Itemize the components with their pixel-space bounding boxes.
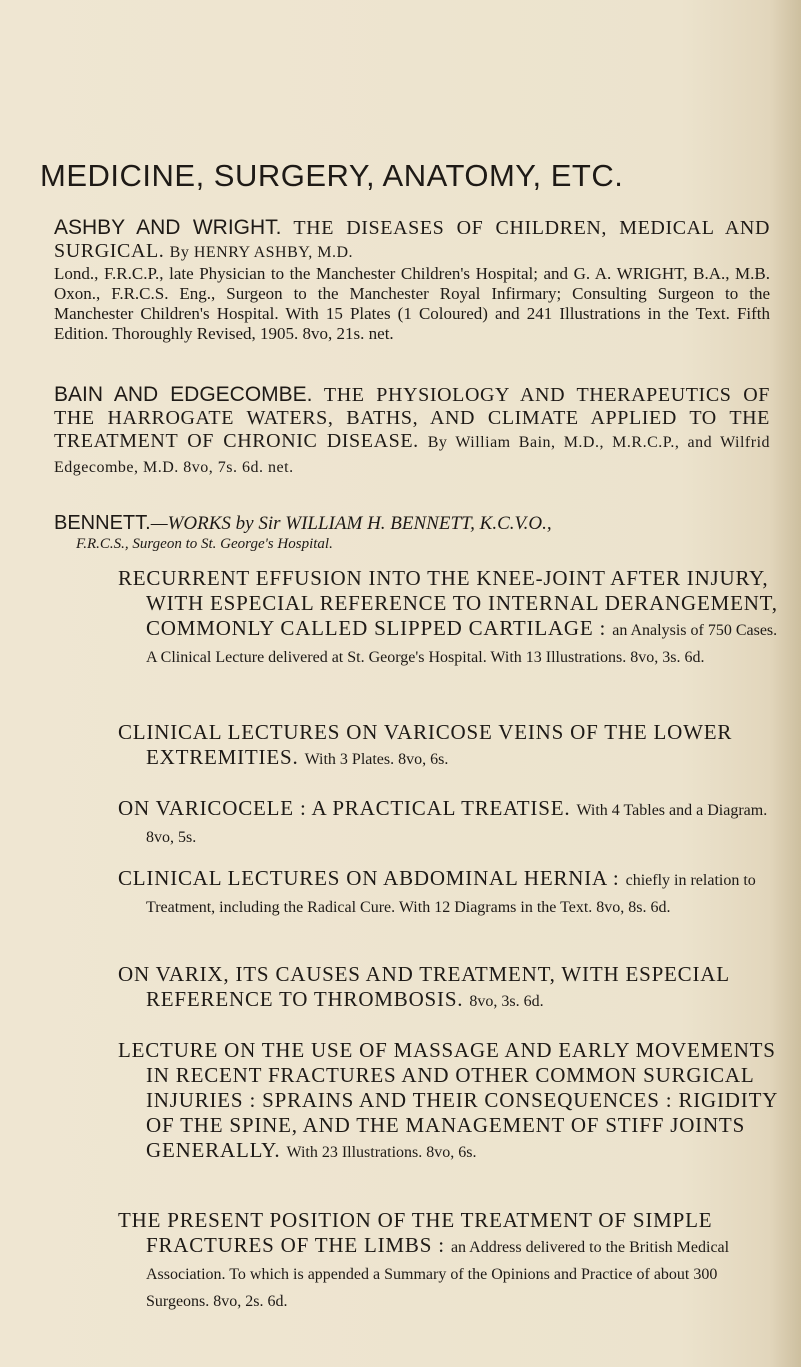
entry-bennett-name: BENNETT. [54, 512, 151, 534]
entry-bain-head [54, 383, 770, 479]
work-title-text: ON VARIX, ITS CAUSES AND TREATMENT, WITH ESPECIAL REFERENCE TO THROMBOSIS. [118, 962, 730, 1011]
bennett-work-5 [118, 962, 780, 1014]
work-title [118, 566, 780, 670]
entry-bennett-subtitle: F.R.C.S., Surgeon to St. George's Hospital. [76, 536, 333, 552]
work-title-text: CLINICAL LECTURES ON ABDOMINAL HERNIA : [118, 866, 620, 890]
entry-bennett-head [54, 512, 770, 535]
work-details: chiefly in relation to Treatment, including the Radical Cure. With 12 Diagrams in the Text. 8vo, 8s. 6d. [146, 872, 756, 916]
entry-ashby-author: By HENRY ASHBY, M.D. [169, 244, 354, 261]
work-details: With 23 Illustrations. 8vo, 6s. [286, 1144, 477, 1161]
work-title [118, 720, 780, 772]
entry-bennett-works-label: —WORKS by Sir WILLIAM H. BENNETT, K.C.V.O., [150, 513, 552, 534]
bennett-work-4 [118, 866, 780, 920]
work-title-text: THE PRESENT POSITION OF THE TREATMENT OF SIMPLE FRACTURES OF THE LIMBS : [118, 1208, 713, 1257]
work-title [118, 962, 780, 1014]
entry-ashby-head [54, 216, 770, 264]
work-title [118, 1208, 780, 1314]
bennett-work-7 [118, 1208, 780, 1314]
work-title-text: RECURRENT EFFUSION INTO THE KNEE-JOINT AFTER INJURY, WITH ESPECIAL REFERENCE TO INTERNAL DERANGEMENT, COMMONLY CALLED SLIPPED CARTILAGE : [118, 566, 778, 640]
work-details: With 3 Plates. 8vo, 6s. [304, 751, 449, 768]
entry-bain-name: BAIN AND EDGECOMBE. [54, 383, 313, 406]
entry-bain-title: THE PHYSIOLOGY AND THERAPEUTICS OF THE HARROGATE WATERS, BATHS, AND CLIMATE APPLIED TO THE TREATMENT OF CHRONIC DISEASE. [54, 384, 770, 452]
work-title [118, 796, 780, 850]
entry-bain [54, 383, 770, 479]
page-heading: MEDICINE, SURGERY, ANATOMY, ETC. [40, 158, 624, 193]
work-title [118, 866, 780, 920]
entry-ashby [54, 216, 770, 344]
entry-ashby-name: ASHBY AND WRIGHT. [54, 216, 282, 239]
work-details: 8vo, 3s. 6d. [469, 993, 544, 1010]
bennett-work-2 [118, 720, 780, 772]
work-title-text: LECTURE ON THE USE OF MASSAGE AND EARLY MOVEMENTS IN RECENT FRACTURES AND OTHER COMMON SURGICAL INJURIES : SPRAINS AND THEIR CONSEQUENCES : RIGIDITY OF THE SPINE, AND THE MANAGEMENT OF STIFF JOINTS GENERALLY. [118, 1038, 778, 1162]
entry-ashby-description: Lond., F.R.C.P., late Physician to the Manchester Children's Hospital; and G. A. WRIGHT, B.A., M.B. Oxon., F.R.C.S. Eng., Surgeon to the Manchester Royal Infirmary; Consulting Surgeon to the Manchester Children's Hospital. With 15 Plates (1 Coloured) and 241 Illustrations in the Text. Fifth Edition. Thoroughly Revised, 1905. 8vo, 21s. net. [54, 264, 770, 343]
work-details: an Address delivered to the British Medical Association. To which is appended a Summary of the Opinions and Practice of about 300 Surgeons. 8vo, 2s. 6d. [146, 1239, 730, 1310]
entry-bennett [54, 512, 770, 553]
work-details: an Analysis of 750 Cases. A Clinical Lecture delivered at St. George's Hospital. With 13 Illustrations. 8vo, 3s. 6d. [146, 622, 778, 666]
bennett-work-6 [118, 1038, 780, 1165]
work-title-text: ON VARICOCELE : A PRACTICAL TREATISE. [118, 796, 571, 820]
entry-bain-author: By William Bain, M.D., M.R.C.P., and Wilfrid Edgecombe, M.D. 8vo, 7s. 6d. net. [54, 434, 771, 476]
bennett-work-3 [118, 796, 780, 850]
bennett-work-1 [118, 566, 780, 670]
work-details: With 4 Tables and a Diagram. 8vo, 5s. [146, 802, 768, 846]
work-title [118, 1038, 780, 1165]
work-title-text: CLINICAL LECTURES ON VARICOSE VEINS OF THE LOWER EXTREMITIES. [118, 720, 733, 769]
entry-ashby-title: THE DISEASES OF CHILDREN, MEDICAL AND SURGICAL. [54, 217, 771, 262]
